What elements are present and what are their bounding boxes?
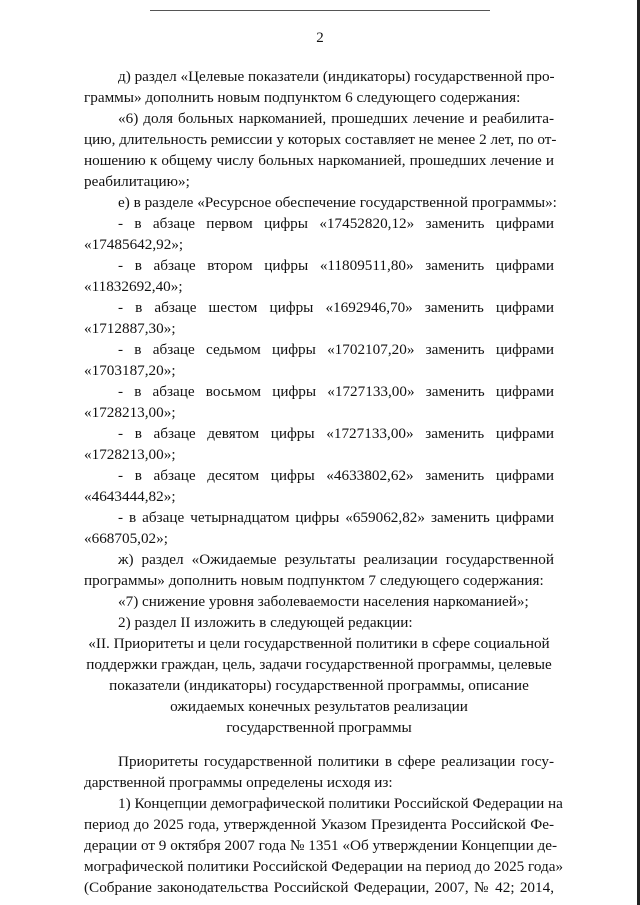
text-line: мографической политики Российской Федерации на период до 2025 года»: [84, 858, 564, 875]
text-line: «11832692,40»;: [84, 278, 183, 295]
text-line: «6) доля больных наркоманией, прошедших лечение и реабилита-: [118, 110, 554, 127]
text-line: - в абзаце первом цифры «17452820,12» заменить цифрами: [118, 215, 554, 232]
text-line: «1728213,00»;: [84, 446, 176, 463]
text-line: дарственной программы определены исходя из:: [84, 774, 393, 791]
top-rule: [150, 10, 490, 11]
text-line: реабилитацию»;: [84, 173, 190, 190]
text-line: «668705,02»;: [84, 530, 168, 547]
text-line: - в абзаце втором цифры «11809511,80» заменить цифрами: [118, 257, 554, 274]
text-line: д) раздел «Целевые показатели (индикаторы) государственной про-: [118, 68, 555, 85]
text-line: е) в разделе «Ресурсное обеспечение государственной программы»:: [118, 194, 557, 211]
text-line: «17485642,92»;: [84, 236, 184, 253]
text-line: - в абзаце шестом цифры «1692946,70» заменить цифрами: [118, 299, 554, 316]
text-line: (Собрание законодательства Российской Федерации, 2007, № 42; 2014,: [84, 879, 554, 896]
text-line: «4643444,82»;: [84, 488, 176, 505]
section-heading-line: ожидаемых конечных результатов реализации: [170, 698, 468, 715]
page-number: 2: [316, 30, 324, 46]
text-line: период до 2025 года, утвержденной Указом Президента Российской Фе-: [84, 816, 554, 833]
text-line: 1) Концепции демографической политики Российской Федерации на: [118, 795, 563, 812]
section-heading-line: поддержки граждан, цель, задачи государственной программы, целевые: [86, 656, 552, 673]
text-line: 2) раздел II изложить в следующей редакции:: [118, 614, 413, 631]
text-line: - в абзаце четырнадцатом цифры «659062,82» заменить цифрами: [118, 509, 554, 526]
text-line: граммы» дополнить новым подпунктом 6 следующего содержания:: [84, 89, 521, 106]
text-line: программы» дополнить новым подпунктом 7 следующего содержания:: [84, 572, 544, 589]
section-heading-line: «II. Приоритеты и цели государственной политики в сфере социальной: [88, 635, 550, 652]
text-line: - в абзаце девятом цифры «1727133,00» заменить цифрами: [118, 425, 554, 442]
text-line: - в абзаце десятом цифры «4633802,62» заменить цифрами: [118, 467, 554, 484]
text-line: дерации от 9 октября 2007 года № 1351 «Об утверждении Концепции де-: [84, 837, 558, 854]
text-line: - в абзаце седьмом цифры «1702107,20» заменить цифрами: [118, 341, 554, 358]
text-line: «1728213,00»;: [84, 404, 176, 421]
text-line: ношению к общему числу больных наркоманией, прошедших лечение и: [84, 152, 554, 169]
text-line: Приоритеты государственной политики в сфере реализации госу-: [118, 753, 554, 770]
text-line: - в абзаце восьмом цифры «1727133,00» заменить цифрами: [118, 383, 554, 400]
text-line: цию, длительность ремиссии у которых составляет не менее 2 лет, по от-: [84, 131, 557, 148]
text-line: «1712887,30»;: [84, 320, 176, 337]
text-line: «1703187,20»;: [84, 362, 176, 379]
section-heading-line: государственной программы: [226, 719, 412, 736]
section-heading-line: показатели (индикаторы) государственной программы, описание: [109, 677, 529, 694]
text-line: «7) снижение уровня заболеваемости населения наркоманией»;: [118, 593, 529, 610]
text-line: ж) раздел «Ожидаемые результаты реализации государственной: [118, 551, 554, 568]
